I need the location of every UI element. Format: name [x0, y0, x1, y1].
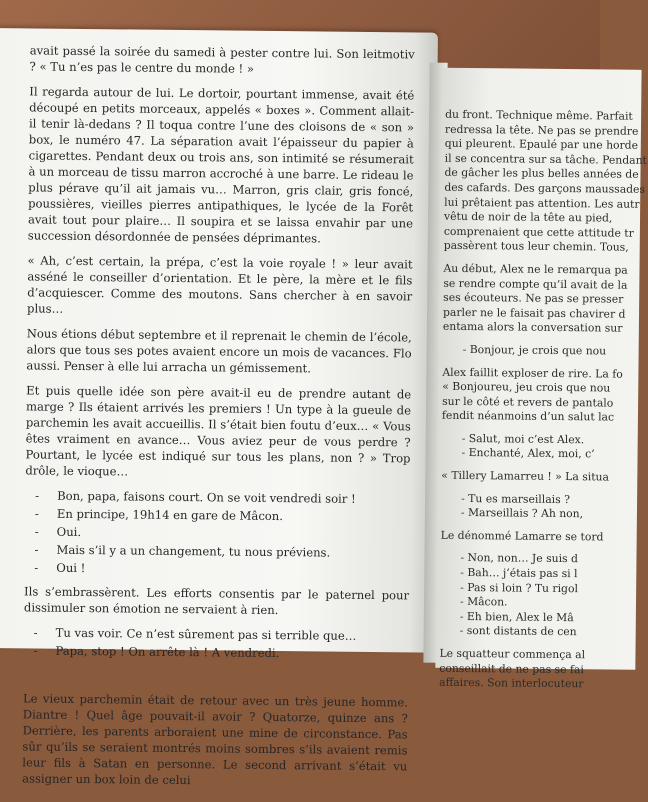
dialogue-line: - Papa, stop ! On arrête là ! A vendredi.	[23, 642, 408, 662]
text-line: parler ne le faisait pas chavirer d	[442, 305, 626, 321]
dialogue-line: - Pas si loin ? Tu rigol	[460, 580, 579, 595]
dialogue-line: - Oui !	[24, 559, 409, 579]
dialogue-line: - Tu es marseillais ?	[461, 491, 570, 506]
text-line: ses écouteurs. Ne pas se presser	[443, 290, 624, 306]
left-page	[0, 28, 438, 788]
text-line: « Tillery Lamarreu ! » La situa	[441, 468, 610, 484]
dialogue-list	[24, 487, 410, 579]
dialogue-line: - Marseillais ? Ah non,	[460, 506, 584, 521]
text-line: redressa la tête. Ne pas se prendre	[444, 122, 639, 138]
text-line: conseillait de ne pas se fai	[439, 661, 584, 676]
text-line: lui prêtaient pas attention. Les autr	[444, 195, 640, 211]
text-line: sur le côté et revers de pantalo	[442, 394, 614, 410]
paragraph: Il regarda autour de lui. Le dortoir, pourtant immense, avait été découpé en petits morceaux, appelés « boxes ». Comment allait-il tenir là-dedans ? Il toqua contre l’une des cloisons de « son » box, le numéro 47. La séparation avait l’épaisseur du papier à cigarettes. Pendant deux ou trois ans, son intimité se résumerait à un morceau de tissu marron accroché à une barre. Le rideau le plus pérave qu’il ait jamais vu… Marron, gris clair, gris foncé, poussières, vieilles pierres antipathiques, le lycée de la Forêt avait tout pour plaire… Il soupira et se laissa envahir par une succession désordonnée de pensées déprimantes.	[27, 84, 415, 246]
paragraph: Ils s’embrassèrent. Les efforts consentis par le paternel pour dissimuler son émotion ne servaient à rien.	[23, 584, 410, 618]
dialogue-line: - Enchanté, Alex, moi, c’	[461, 446, 595, 461]
text-line: vêtu de noir de la tête au pied,	[443, 209, 613, 225]
dialogue-list	[23, 624, 408, 662]
text-line: Alex faillit exploser de rire. La fo	[442, 365, 623, 381]
text-line: passèrent tous leur chemin. Tous,	[443, 239, 629, 255]
text-line: du front. Technique même. Parfait	[445, 107, 633, 123]
text-line: Au début, Alex ne le remarqua pa	[443, 261, 628, 277]
dialogue-line: - sont distants de cen	[459, 624, 577, 639]
paragraph: Et puis quelle idée son père avait-il eu de prendre autant de marge ? Ils étaient arrivés les premiers ! Un type à la gueule de parchemin les avait accueillis. Il s’était bien foutu d’eux… « Vous êtes vraiment en avance… Vous aviez peur de vous perdre ? Pourtant, le lycée est indiqué sur tous les plans, non ? » Trop drôle, le vioque…	[25, 383, 412, 479]
dialogue-line: - Mâcon.	[459, 595, 508, 609]
text-line: affaires. Son interlocuteur	[439, 675, 584, 691]
dialogue-line: - Bonjour, je crois que nou	[462, 342, 607, 358]
right-page-text	[439, 108, 645, 693]
text-line: il se concentra sur sa tâche. Pendant	[444, 151, 647, 167]
dialogue-line: - En principe, 19h14 en gare de Mâcon.	[25, 505, 410, 525]
dialogue-line: - Mais s’il y a un changement, tu nous préviens.	[24, 541, 409, 561]
text-line: fendit néanmoins d’un salut lac	[441, 409, 615, 424]
text-line: entama alors la conversation sur	[442, 320, 623, 335]
paragraph: Nous étions début septembre et il reprenait le chemin de l’école, alors que tous ses potes avaient encore un mois de vacances. Flo aussi. Penser à elle lui arracha un gémissement.	[26, 326, 412, 376]
text-line: se rendre compte qu’il avait de la	[443, 276, 628, 292]
open-book	[0, 28, 647, 788]
dialogue-line: - Tu vas voir. Ce n’est sûrement pas si terrible que…	[24, 624, 409, 644]
text-line: comprenaient que cette attitude tr	[443, 224, 634, 240]
text-line: Le squatteur commença al	[439, 646, 586, 662]
dialogue-line: - Bah… j’étais pas si l	[460, 565, 578, 581]
paragraph: Le vieux parchemin était de retour avec un très jeune homme. Diantre ! Quel âge pouvait-il avoir ? Quatorze, quinze ans ? Derrière, les parents arboraient une mine de circonstance. Pas sûr qu’ils se seraient montrés moins sombres s’ils avaient remis leur fils à Satan en personne. Le second arrivant s’était vu assigner un box loin de celui	[22, 691, 409, 788]
paragraph: avait passé la soirée du samedi à pester contre lui. Son leitmotiv ? « Tu n’es pas le centre du monde ! »	[29, 43, 415, 76]
text-line: « Bonjoureu, jeu crois que nou	[442, 379, 611, 395]
dialogue-line: - Bon, papa, faisons court. On se voit vendredi soir !	[25, 487, 410, 507]
text-line: Le dénommé Lamarre se tord	[440, 528, 604, 544]
text-line: qui pleurent. Epaulé par une horde	[444, 136, 639, 152]
dialogue-line: - Non, non… Je suis d	[460, 551, 579, 566]
left-page-text	[22, 42, 415, 799]
paragraph: « Ah, c’est certain, la prépa, c’est la voie royale ! » leur avait asséné le conseiller d’orientation. Et le père, la mère et le fils d’acquiescer. Comme des moutons. Sans chercher à en savoir plus…	[26, 253, 413, 316]
text-line: de gâcher les plus belles années de	[444, 166, 639, 182]
dialogue-line: - Salut, moi c’est Alex.	[461, 431, 585, 447]
text-line: des cafards. Des garçons maussades	[444, 180, 646, 196]
dialogue-line: - Oui.	[25, 523, 410, 543]
right-page	[435, 68, 647, 691]
dialogue-line: - Eh bien, Alex le Mâ	[459, 609, 574, 624]
